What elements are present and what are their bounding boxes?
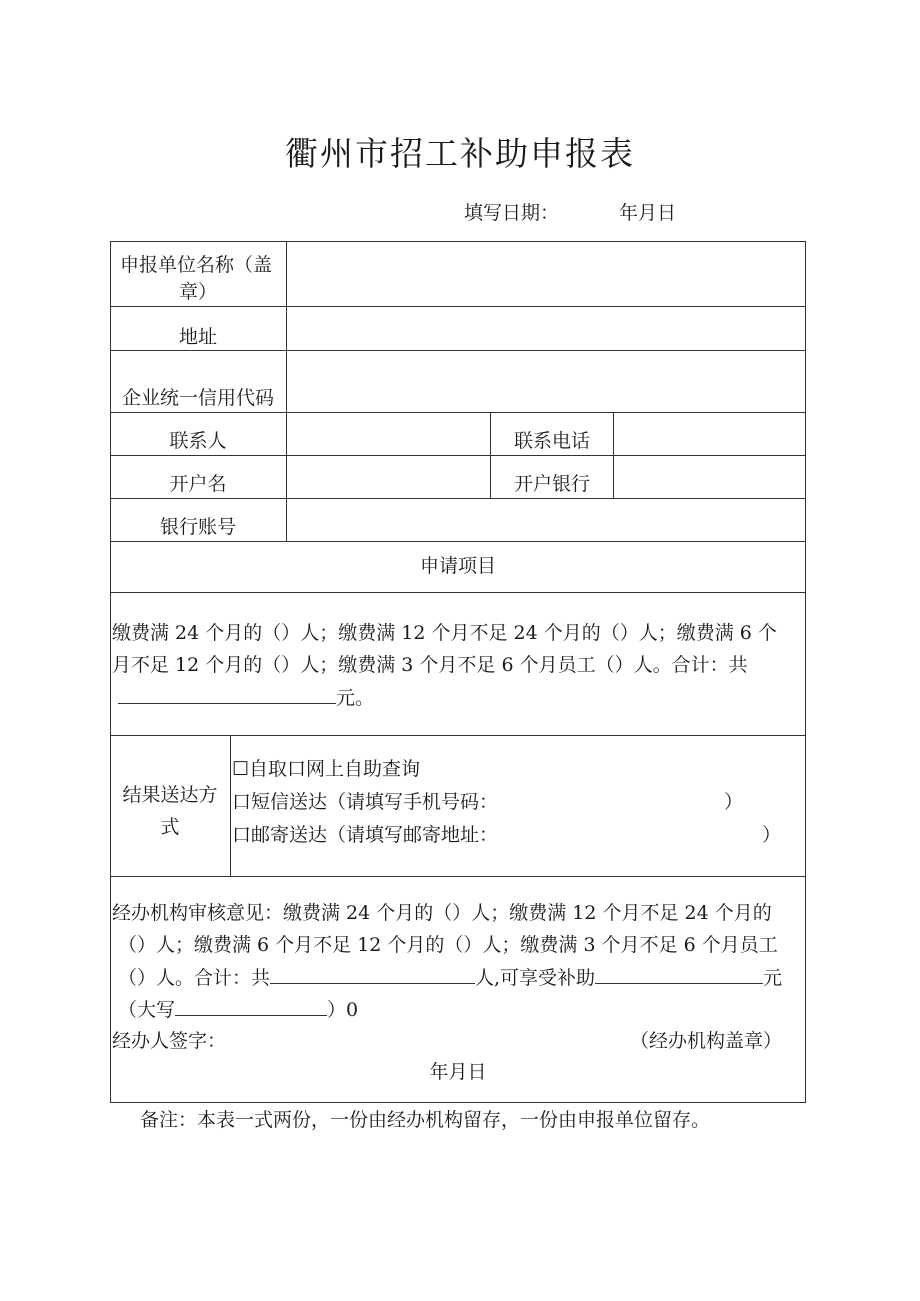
fill-date-line: [464, 198, 676, 225]
review-date[interactable]: 年月日: [429, 1061, 487, 1083]
review-capital-label: （大写: [118, 999, 176, 1021]
account-name-label: 开户名: [169, 473, 227, 495]
apply-items-line2: 月不足 12 个月的（）人；缴费满 3 个月不足 6 个月员工（）人。合计：共: [112, 654, 748, 676]
apply-items-header: 申请项目: [419, 555, 496, 577]
mail-close-paren: ）: [762, 824, 782, 846]
review-subsidy-label: 人,可享受补助: [475, 967, 596, 989]
review-line3: [118, 961, 782, 994]
bank-account-field[interactable]: [287, 499, 805, 541]
review-capital-blank[interactable]: [175, 993, 327, 1016]
unit-name-label: 申报单位名称（盖: [120, 254, 273, 276]
fill-date-label: 填写日期：: [464, 202, 560, 224]
review-line4: [118, 993, 358, 1026]
review-line1: 经办机构审核意见：缴费满 24 个月的（）人；缴费满 12 个月不足 24 个月的: [112, 902, 772, 924]
delivery-label-cont: 式: [160, 816, 180, 838]
review-subsidy-blank[interactable]: [595, 961, 763, 984]
delivery-option-self[interactable]: ☐自取口网上自助查询: [232, 758, 421, 780]
footnote: 备注：本表一式两份，一份由经办机构留存，一份由申报单位留存。: [140, 1109, 711, 1131]
review-capital-close: ）0: [327, 999, 359, 1021]
review-total-label: （）人。合计：共: [118, 967, 271, 989]
credit-code-label: 企业统一信用代码: [121, 387, 274, 409]
apply-items-line1: 缴费满 24 个月的（）人；缴费满 12 个月不足 24 个月的（）人；缴费满 6 个: [112, 622, 777, 644]
apply-items-total: [118, 681, 374, 714]
address-field[interactable]: [287, 307, 805, 350]
phone-field[interactable]: [614, 413, 805, 455]
delivery-option-sms[interactable]: 口短信送达（请填写手机号码：: [232, 791, 499, 813]
apply-items-yuan: 元。: [336, 687, 375, 709]
bank-field[interactable]: [614, 456, 805, 498]
review-line2: （）人；缴费满 6 个月不足 12 个月的（）人；缴费满 3 个月不足 6 个月员工: [118, 934, 778, 956]
credit-code-field[interactable]: [287, 351, 805, 412]
unit-name-label-cont: 章）: [178, 281, 217, 303]
delivery-label: 结果送达方: [122, 784, 218, 806]
form-title: 衢州市招工补助申报表: [285, 134, 635, 173]
fill-date-ymd[interactable]: 年月日: [619, 202, 677, 224]
address-label: 地址: [178, 326, 217, 348]
review-yuan: 元: [763, 967, 783, 989]
unit-name-field[interactable]: [287, 242, 805, 306]
delivery-option-mail[interactable]: 口邮寄送达（请填写邮寄地址：: [232, 824, 499, 846]
application-form-table: [110, 241, 806, 1103]
contact-label: 联系人: [169, 430, 227, 452]
account-name-field[interactable]: [287, 456, 490, 498]
sms-close-paren: ）: [724, 791, 744, 813]
signer-label: 经办人签字：: [112, 1030, 227, 1052]
agency-seal-label: （经办机构盖章）: [630, 1030, 783, 1052]
bank-account-label: 银行账号: [159, 516, 236, 538]
total-amount-blank[interactable]: [118, 681, 336, 704]
contact-field[interactable]: [287, 413, 490, 455]
phone-label: 联系电话: [513, 430, 590, 452]
review-total-blank[interactable]: [270, 961, 475, 984]
bank-label: 开户银行: [513, 473, 590, 495]
